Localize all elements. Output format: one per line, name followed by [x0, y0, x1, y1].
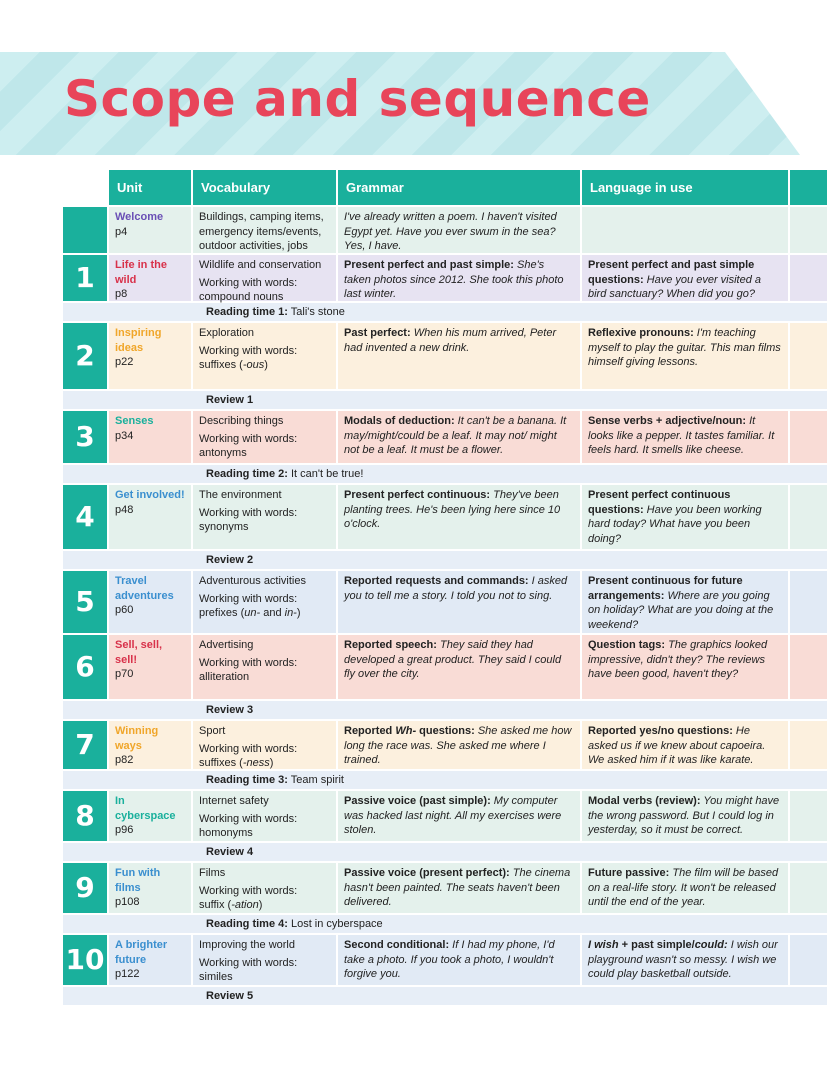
- text-segment: and: [260, 607, 285, 619]
- text-segment: I wish our playground wasn't so messy. I wish we could play basketball outside.: [588, 939, 778, 980]
- text-segment: Modal verbs (review):: [588, 795, 701, 807]
- text-segment: My computer was hacked last night. All my exercises were stolen.: [344, 795, 562, 836]
- vocabulary-topic: [199, 575, 306, 587]
- text-segment: -ation: [231, 899, 259, 911]
- working-with-words: [199, 884, 330, 913]
- text-segment: Wildlife and conservation: [199, 259, 322, 271]
- text-segment: Present continuous for future arrangements:: [588, 575, 743, 602]
- separator-row: [63, 913, 827, 933]
- separator-row: [63, 699, 827, 719]
- text-segment: Adventurous activities: [199, 575, 306, 587]
- text-segment: Past perfect:: [344, 327, 411, 339]
- row-tail: [790, 863, 827, 913]
- separator-label: Review 4: [206, 846, 254, 858]
- unit-row: [63, 321, 827, 389]
- unit-number: 5: [63, 571, 109, 633]
- unit-name: Life in the wild: [115, 259, 167, 286]
- header-vocabulary: Vocabulary: [193, 170, 338, 205]
- text-segment: You might have the wrong password. But I could log in yesterday, so it must be correct.: [588, 795, 780, 836]
- unit-cell: [109, 207, 193, 253]
- working-with-words-label: Working with words:: [199, 956, 298, 969]
- text-segment: Describing things: [199, 415, 284, 427]
- text-segment: -ness: [242, 757, 270, 769]
- table-body: [63, 205, 827, 1005]
- vocabulary-cell: [193, 207, 338, 253]
- separator-row: [63, 985, 827, 1005]
- text-segment: Second conditional:: [344, 939, 450, 951]
- text-segment: questions:: [416, 725, 475, 737]
- unit-cell: [109, 411, 193, 463]
- text-segment: I wish: [588, 939, 619, 951]
- header-unit: Unit: [109, 170, 193, 205]
- unit-name: Fun with films: [115, 867, 161, 894]
- language-in-use-cell: [582, 323, 790, 389]
- row-tail: [790, 635, 827, 699]
- grammar-cell: [338, 255, 582, 301]
- unit-row: [63, 253, 827, 301]
- vocabulary-topic: [199, 725, 225, 737]
- separator-row: [63, 389, 827, 409]
- unit-number: 1: [63, 255, 109, 301]
- text-segment: suffixes (: [199, 359, 243, 371]
- unit-cell: [109, 863, 193, 913]
- vocabulary-cell: [193, 863, 338, 913]
- language-in-use-cell: [582, 255, 790, 301]
- text-segment: ): [296, 607, 301, 619]
- unit-row: [63, 409, 827, 463]
- text-segment: I've already written a poem.: [344, 211, 479, 223]
- unit-page: p60: [115, 604, 134, 616]
- text-segment: -ous: [242, 359, 265, 371]
- separator-label: Review 5: [206, 990, 254, 1002]
- text-segment: Sport: [199, 725, 226, 737]
- text-segment: Wh-: [395, 725, 417, 737]
- separator-label: Review 3: [206, 704, 254, 716]
- text-segment: Present perfect continuous:: [344, 489, 491, 501]
- row-tail: [790, 791, 827, 841]
- text-segment: Have you been working hard today? What have you been doing?: [588, 503, 762, 545]
- grammar-cell: [338, 411, 582, 463]
- vocabulary-topic: [199, 415, 283, 427]
- working-with-words-label: Working with words:: [199, 432, 298, 445]
- grammar-cell: [338, 721, 582, 769]
- unit-number: 7: [63, 721, 109, 769]
- text-segment: The film will be based on a real-life story. It won't be released until the end of the year.: [588, 867, 779, 908]
- unit-page: p48: [115, 503, 134, 516]
- unit-name: In cyberspace: [115, 795, 176, 822]
- row-tail: [790, 721, 827, 769]
- scope-table: [63, 170, 827, 1005]
- vocabulary-cell: [193, 571, 338, 633]
- header-language-in-use: Language in use: [582, 170, 790, 205]
- text-segment: Have you ever visited a bird sanctuary? When did you go?: [588, 273, 762, 300]
- text-segment: suffix (: [199, 899, 232, 911]
- text-segment: I haven't visited Egypt yet.: [344, 211, 557, 238]
- grammar-cell: [338, 207, 582, 253]
- header-spacer: [63, 170, 109, 205]
- language-in-use-cell: [582, 635, 790, 699]
- unit-row: [63, 205, 827, 253]
- unit-page: p82: [115, 754, 134, 766]
- text-segment: They said they had developed a great product. They said I could fly over the city.: [344, 639, 562, 680]
- working-with-words: [199, 344, 330, 373]
- separator-label: Review 2: [206, 554, 254, 566]
- unit-number: 4: [63, 485, 109, 549]
- text-segment: Future passive:: [588, 867, 670, 879]
- text-segment: Have you ever swum in the sea? Yes, I have.: [344, 225, 556, 252]
- working-with-words-label: Working with words:: [199, 884, 298, 897]
- unit-row: [63, 789, 827, 841]
- text-segment: similes: [199, 971, 233, 983]
- grammar-cell: [338, 323, 582, 389]
- unit-name: Travel adventures: [115, 575, 174, 602]
- language-in-use-cell: [582, 863, 790, 913]
- vocabulary-cell: [193, 411, 338, 463]
- text-segment: homonyms: [199, 827, 253, 839]
- vocabulary-cell: [193, 255, 338, 301]
- separator-label: Reading time 1:: [206, 306, 288, 318]
- working-with-words-label: Working with words:: [199, 344, 298, 357]
- grammar-cell: [338, 485, 582, 549]
- unit-name: Sell, sell, sell!: [115, 639, 163, 666]
- unit-name: A brighter future: [115, 939, 168, 966]
- unit-name: Get involved!: [115, 489, 185, 501]
- text-segment: Internet safety: [199, 795, 269, 807]
- grammar-cell: [338, 791, 582, 841]
- text-segment: un-: [244, 607, 261, 619]
- table-header: [63, 170, 827, 205]
- text-segment: Improving the world: [199, 939, 295, 951]
- language-in-use-cell: [582, 721, 790, 769]
- unit-number: 10: [63, 935, 109, 985]
- unit-row: [63, 719, 827, 769]
- text-segment: Passive voice (past simple):: [344, 795, 491, 807]
- text-segment: Present perfect and past simple:: [344, 259, 514, 271]
- unit-number: 3: [63, 411, 109, 463]
- text-segment: Reported: [344, 725, 396, 737]
- separator-text: Tali's stone: [287, 306, 345, 318]
- separator-label: Reading time 2:: [206, 468, 288, 480]
- unit-number: 8: [63, 791, 109, 841]
- row-tail: [790, 485, 827, 549]
- text-segment: Films: [199, 867, 226, 879]
- text-segment: The cinema hasn't been painted. The seats haven't been delivered.: [344, 867, 571, 908]
- text-segment: The graphics looked impressive, didn't they? The reviews have been good, haven't they?: [588, 639, 768, 680]
- unit-number: [63, 207, 109, 253]
- row-tail: [790, 571, 827, 633]
- text-segment: Reported requests and commands:: [344, 575, 529, 587]
- unit-number: 9: [63, 863, 109, 913]
- grammar-cell: [338, 571, 582, 633]
- unit-number: 2: [63, 323, 109, 389]
- language-in-use-cell: [582, 571, 790, 633]
- working-with-words-label: Working with words:: [199, 812, 298, 825]
- unit-name: Winning ways: [115, 725, 159, 752]
- separator-row: [63, 769, 827, 789]
- text-segment: I'm teaching myself to play the guitar. This man films himself giving lessons.: [588, 327, 781, 368]
- text-segment: I asked you to tell me a story. I told you not to sing.: [344, 575, 568, 602]
- working-with-words-label: Working with words:: [199, 742, 298, 755]
- unit-page: p108: [115, 896, 140, 908]
- row-tail: [790, 323, 827, 389]
- working-with-words-label: Working with words:: [199, 506, 298, 519]
- grammar-cell: [338, 935, 582, 985]
- text-segment: Question tags:: [588, 639, 666, 651]
- text-segment: Present perfect and past simple questions:: [588, 259, 755, 286]
- vocabulary-topic: [199, 639, 253, 651]
- unit-cell: [109, 323, 193, 389]
- separator-text: Lost in cyberspace: [287, 918, 383, 930]
- unit-cell: [109, 485, 193, 549]
- text-segment: They've been planting trees. He's been lying here since 10 o'clock.: [344, 489, 561, 530]
- language-in-use-cell: [582, 485, 790, 549]
- language-in-use-cell: [582, 791, 790, 841]
- working-with-words: [199, 656, 330, 685]
- working-with-words: [199, 506, 330, 535]
- vocabulary-cell: [193, 635, 338, 699]
- text-segment: Advertising: [199, 639, 254, 651]
- unit-cell: [109, 635, 193, 699]
- vocabulary-topic: [199, 489, 282, 501]
- working-with-words: [199, 956, 330, 985]
- vocabulary-topic: [199, 259, 321, 271]
- text-segment: Exploration: [199, 327, 255, 339]
- unit-name: Welcome: [115, 211, 164, 223]
- text-segment: suffixes (: [199, 757, 243, 769]
- unit-page: p34: [115, 429, 134, 442]
- unit-row: [63, 483, 827, 549]
- unit-page: p96: [115, 824, 134, 836]
- text-segment: synonyms: [199, 521, 249, 533]
- separator-row: [63, 841, 827, 861]
- text-segment: She's taken photos since 2012. She took this photo last winter.: [344, 259, 564, 300]
- vocabulary-cell: [193, 935, 338, 985]
- text-segment: ): [258, 899, 263, 911]
- text-segment: The environment: [199, 489, 282, 501]
- language-in-use-cell: [582, 935, 790, 985]
- unit-page: p122: [115, 968, 140, 980]
- header-grammar: Grammar: [338, 170, 582, 205]
- working-with-words: [199, 592, 330, 621]
- unit-cell: [109, 255, 193, 301]
- unit-page: p70: [115, 668, 134, 680]
- unit-number: 6: [63, 635, 109, 699]
- unit-name: Inspiring ideas: [115, 327, 162, 354]
- vocabulary-topic: [199, 795, 269, 807]
- working-with-words: [199, 432, 330, 461]
- separator-row: [63, 549, 827, 569]
- text-segment: Reflexive pronouns:: [588, 327, 694, 339]
- separator-row: [63, 463, 827, 483]
- grammar-cell: [338, 635, 582, 699]
- text-segment: Reported speech:: [344, 639, 437, 651]
- text-segment: could:: [694, 939, 728, 951]
- grammar-cell: [338, 863, 582, 913]
- unit-row: [63, 861, 827, 913]
- text-segment: Passive voice (present perfect):: [344, 867, 510, 879]
- row-tail: [790, 411, 827, 463]
- text-segment: compound nouns: [199, 291, 284, 303]
- text-segment: in-: [284, 607, 297, 619]
- working-with-words-label: Working with words:: [199, 656, 298, 669]
- text-segment: Reported yes/no questions:: [588, 725, 733, 737]
- unit-row: [63, 569, 827, 633]
- separator-text: It can't be true!: [287, 468, 364, 480]
- page-title: Scope and sequence: [64, 70, 651, 128]
- unit-cell: [109, 935, 193, 985]
- unit-cell: [109, 721, 193, 769]
- text-segment: + past simple/: [618, 939, 695, 951]
- text-segment: Where are you going on holiday? What are you doing at the weekend?: [588, 589, 774, 631]
- working-with-words: [199, 812, 330, 841]
- unit-row: [63, 633, 827, 699]
- text-segment: Buildings, camping items, emergency items/events, outdoor activities, jobs: [199, 211, 324, 252]
- working-with-words: [199, 276, 330, 305]
- separator-text: Team spirit: [287, 774, 344, 786]
- vocabulary-cell: [193, 323, 338, 389]
- working-with-words-label: Working with words:: [199, 592, 298, 605]
- working-with-words-label: Working with words:: [199, 276, 298, 289]
- language-in-use-cell: [582, 411, 790, 463]
- vocabulary-topic: [199, 867, 225, 879]
- text-segment: Modals of deduction:: [344, 415, 455, 427]
- text-segment: He asked us if we knew about capoeira. We asked him if it was like karate.: [588, 725, 766, 766]
- unit-page: p4: [115, 225, 128, 238]
- text-segment: When his mum arrived, Peter had invented a new drink.: [344, 327, 557, 354]
- text-segment: ): [269, 757, 274, 769]
- unit-cell: [109, 571, 193, 633]
- text-segment: She asked me how long the race was. She asked me where I trained.: [344, 725, 572, 766]
- text-segment: It can't be a banana. It may/might/could be a leaf. It may not/ might not be a leaf. It must be a flower.: [344, 415, 567, 456]
- row-tail: [790, 207, 827, 253]
- row-tail: [790, 255, 827, 301]
- vocabulary-cell: [193, 791, 338, 841]
- text-segment: Sense verbs + adjective/noun:: [588, 415, 747, 427]
- text-segment: alliteration: [199, 671, 250, 683]
- vocabulary-topic: [199, 327, 254, 339]
- working-with-words: [199, 742, 330, 771]
- vocabulary-cell: [193, 485, 338, 549]
- text-segment: Present perfect continuous questions:: [588, 489, 731, 516]
- text-segment: If I had my phone, I'd take a photo. If you took a photo, I wouldn't forgive you.: [344, 939, 555, 980]
- unit-cell: [109, 791, 193, 841]
- separator-label: Reading time 3:: [206, 774, 288, 786]
- vocabulary-cell: [193, 721, 338, 769]
- unit-page: p8: [115, 288, 128, 300]
- separator-label: Reading time 4:: [206, 918, 288, 930]
- vocabulary-topic: [199, 939, 295, 951]
- vocabulary-topic: [199, 211, 324, 252]
- unit-name: Senses: [115, 415, 154, 427]
- text-segment: It looks like a pepper. It tastes familiar. It feels hard. It smells like cheese.: [588, 415, 775, 456]
- text-segment: prefixes (: [199, 607, 245, 619]
- header-tail: [790, 170, 827, 205]
- text-segment: antonyms: [199, 447, 247, 459]
- unit-page: p22: [115, 356, 134, 368]
- text-segment: ): [264, 359, 268, 371]
- row-tail: [790, 935, 827, 985]
- unit-row: [63, 933, 827, 985]
- separator-label: Review 1: [206, 394, 254, 406]
- language-in-use-cell: [582, 207, 790, 253]
- separator-row: [63, 301, 827, 321]
